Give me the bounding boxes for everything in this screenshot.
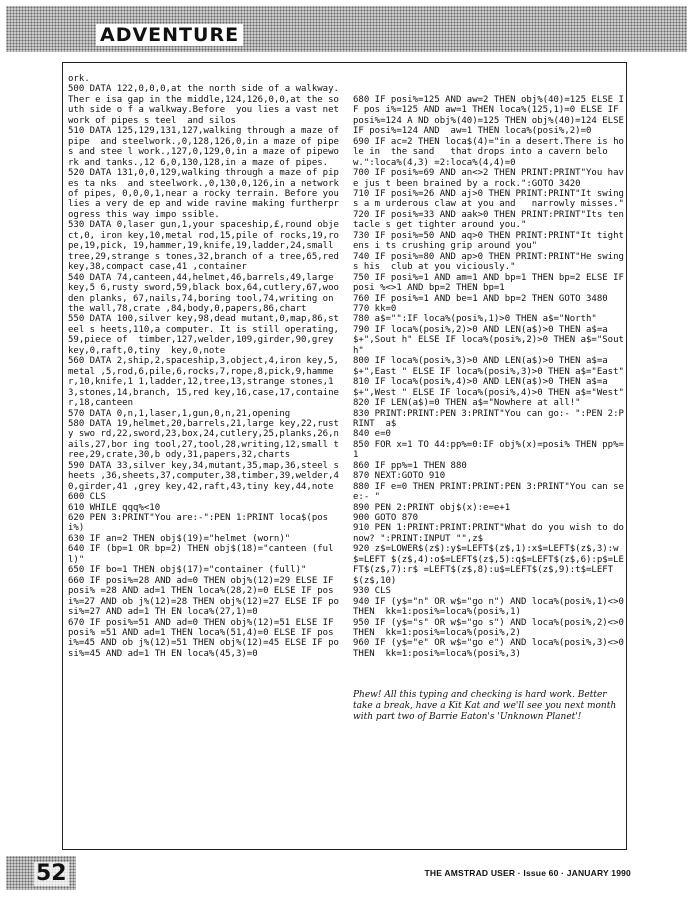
- code-line: 610 WHILE qqq%<10: [68, 502, 161, 513]
- code-line: 590 DATA 33,silver key,34,mutant,35,map,36,steel sheets ,36,sheets,37,computer,38,timber,39,welder,40,girder,41 ,grey key,42,raft,43,tiny key,44,note: [68, 460, 339, 492]
- code-line: 540 DATA 74,canteen,44,helmet,46,barrels,49,large key,5 6,rusty sword,59,black box,64,cutlery,67,wooden planks, 67,nails,74,boring tool,74,writing on the wall,78,crate ,84,body,0,papers,86,chart: [68, 272, 339, 314]
- closing-note: Phew! All this typing and checking is hard work. Better take a break, have a Kit Kat and we'll see you next month with part two of Barrie Eaton's 'Unknown Planet'!: [353, 690, 617, 723]
- page-number: 52: [36, 861, 67, 886]
- code-line: 550 DATA 100,silver key,98,dead mutant,0,map,86,steel s heets,110,a computer. It is still operating,59,piece of timber,127,welder,109,girder,90,grey key,0,raft,0,tiny key,0,note: [68, 314, 339, 356]
- code-line: 920 z$=LOWER$(z$):y$=LEFT$(z$,1):x$=LEFT$(z$,3):w$=LEFT $(z$,4):o$=LEFT$(z$,5):q$=LEFT$(z$,6):p$=LEFT$(z$,7):r$ =LEFT$(z$,8):u$=LEFT$(z$,9):t$=LEFT$(z$,10): [353, 544, 624, 586]
- code-line: 520 DATA 131,0,0,129,walking through a maze of pipes ta nks and steelwork.,0,130,0,126,in a network of pipes, 0,0,0,1,near a rocky terrain. Before you lies a very de ep and wide ravine making furtherprogress this way impo ssible.: [68, 168, 345, 220]
- code-line: 630 IF an=2 THEN obj$(19)="helmet (worn)": [68, 533, 291, 544]
- code-line: 820 IF LEN(a$)=0 THEN a$="Nowhere at all!": [353, 398, 581, 409]
- code-line: 560 DATA 2,ship,2,spaceship,3,object,4,iron key,5,metal ,5,rod,6,pile,6,rocks,7,rope,8,pick,9,hammer,10,knife,1 1,ladder,12,tree,13,strange stones,13,stones,14,branch, 15,red key,16,case,17,container,18,canteen: [68, 356, 339, 409]
- publication-footer: THE AMSTRAD USER · Issue 60 · JANUARY 1990: [424, 868, 631, 878]
- section-title: ADVENTURE: [96, 24, 243, 46]
- code-line: 930 CLS: [353, 586, 391, 597]
- code-line: ork.: [68, 74, 90, 84]
- code-line: 700 IF posi%=69 AND an<>2 THEN PRINT:PRINT"You have jus t been brained by a rock.":GOTO 3420: [353, 168, 624, 189]
- code-line: 710 IF posi%=26 AND aj>0 THEN PRINT:PRINT"It swings a m urderous claw at you and narrowly misses.": [353, 188, 624, 210]
- code-line: 600 CLS: [68, 492, 106, 503]
- code-line: 680 IF posi%=125 AND aw=2 THEN obj%(40)=125 ELSE IF pos i%=125 AND aw=1 THEN loca%(125,1)=0 ELSE IF posi%=124 A ND obj%(40)=125 THEN obj%(40)=124 ELSE IF posi%=124 AND aw=1 THEN loca%(posi%,2)=0: [353, 94, 630, 137]
- code-line: 580 DATA 19,helmet,20,barrels,21,large key,22,rusty swo rd,22,sword,23,box,24,cutlery,25,planks,26,nails,27,bor ing tool,27,tool,28,writing,12,small tree,29,crate,30,b ody,31,papers,32,charts: [68, 418, 339, 461]
- code-line: 510 DATA 125,129,131,127,walking through a maze of pipe and steelwork.,0,128,126,0,in a maze of pipes and stee l work.,127,0,129,0,in a maze of pipework and tanks.,12 6,0,130,128,in a maze of pipes.: [68, 126, 345, 168]
- code-line: 740 IF posi%=80 AND ap>0 THEN PRINT:PRINT"He swings his club at you viciously.": [353, 251, 624, 273]
- code-line: 760 IF posi%=1 AND be=1 AND bp=2 THEN GOTO 3480: [353, 293, 608, 304]
- code-line: 690 IF ac=2 THEN loca$(4)="in a desert.There is hole in the sand that drops into a cavern below.":loca%(4,3) =2:loca%(4,4)=0: [353, 136, 624, 168]
- section-banner: [6, 6, 687, 52]
- code-line: 960 IF (y$="e" OR w$="go e") AND loca%(posi%,3)<>0 THEN kk=1:posi%=loca%(posi%,3): [353, 638, 630, 659]
- code-line: 640 IF (bp=1 OR bp=2) THEN obj$(18)="canteen (full)": [68, 544, 334, 565]
- code-line: 800 IF loca%(posi%,3)>0 AND LEN(a$)>0 THEN a$=a$+",East " ELSE IF loca%(posi%,3)>0 THEN a$="East": [353, 356, 624, 377]
- code-line: 790 IF loca%(posi%,2)>0 AND LEN(a$)>0 THEN a$=a$+",Sout h" ELSE IF loca%(posi%,2)>0 THEN a$="South": [353, 324, 624, 356]
- code-line: 660 IF posi%=28 AND ad=0 THEN obj%(12)=29 ELSE IF posi% =28 AND ad=1 THEN loca%(28,2)=0 ELSE IF posi%=27 AND ob j%(12)=28 THEN obj%(12)=27 ELSE IF posi%=27 AND ad=1 TH EN loca%(27,1)=0: [68, 575, 339, 618]
- code-line: 720 IF posi%=33 AND aak>0 THEN PRINT:PRINT"Its tentacle s get tighter around you.": [353, 209, 624, 231]
- code-line: 910 PEN 1:PRINT:PRINT:PRINT"What do you wish to do now? ":PRINT:INPUT "",z$: [353, 523, 630, 544]
- code-line: 840 e=0: [353, 429, 391, 440]
- code-line: 810 IF loca%(posi%,4)>0 AND LEN(a$)>0 THEN a$=a$+",West " ELSE IF loca%(posi%,4)>0 THEN a$="West": [353, 377, 624, 398]
- code-line: 620 PEN 3:PRINT"You are:-":PEN 1:PRINT loca$(posi%): [68, 513, 329, 534]
- code-line: 900 GOTO 870: [353, 513, 419, 524]
- listing-column-right: [353, 74, 629, 734]
- code-line: 750 IF posi%=1 AND am=1 AND bp=1 THEN bp=2 ELSE IF posi %<>1 AND bp=2 THEN bp=1: [353, 272, 630, 294]
- code-line: 880 IF e=0 THEN PRINT:PRINT:PEN 3:PRINT"You can see:- ": [353, 481, 624, 503]
- listing-column-left: [68, 74, 344, 659]
- code-line: 570 DATA 0,n,1,laser,1,gun,0,n,21,opening: [68, 408, 291, 419]
- code-line: 950 IF (y$="s" OR w$="go s") AND loca%(posi%,2)<>0 THEN kk=1:posi%=loca%(posi%,2): [353, 617, 630, 639]
- code-line: 500 DATA 122,0,0,0,at the north side of a walkway. Ther e isa gap in the middle,124,126,0,0,at the south side o f a walkway.Before you lies a vast network of pipes s teel and silos: [68, 84, 345, 126]
- code-line: 850 FOR x=1 TO 44:pp%=0:IF obj%(x)=posi% THEN pp%=1: [353, 439, 624, 461]
- code-line: 670 IF posi%=51 AND ad=0 THEN obj%(12)=51 ELSE IF posi% =51 AND ad=1 THEN loca%(51,4)=0 ELSE IF posi%=45 AND ob j%(12)=51 THEN obj%(12)=45 ELSE IF posi%=45 AND ad=1 TH EN loca%(45,3)=0: [68, 617, 339, 659]
- code-line: 860 IF pp%=1 THEN 880: [353, 460, 467, 471]
- code-line: 940 IF (y$="n" OR w$="go n") AND loca%(posi%,1)<>0 THEN kk=1:posi%=loca%(posi%,1): [353, 596, 630, 618]
- code-line: 730 IF posi%=50 AND aq>0 THEN PRINT:PRINT"It tightens i ts crushing grip around you": [353, 230, 624, 252]
- code-line: 530 DATA 0,laser gun,1,your spaceship,£,round object,0, iron key,10,metal rod,15,pile of rocks,19,rope,19,pick, 19,hammer,19,knife,19,ladder,24,small tree,29,strange s tones,32,branch of a tree,65,red key,38,compact case,41 ,container: [68, 220, 345, 273]
- code-line: 770 kk=0: [353, 303, 397, 314]
- code-line: 870 NEXT:GOTO 910: [353, 471, 446, 482]
- code-line: 830 PRINT:PRINT:PEN 3:PRINT"You can go:- ":PEN 2:PRINT a$: [353, 408, 624, 429]
- code-line: 650 IF bo=1 THEN obj$(17)="container (full)": [68, 565, 307, 576]
- code-line: 890 PEN 2:PRINT obj$(x):e=e+1: [353, 502, 511, 513]
- code-line: 780 a$="":IF loca%(posi%,1)>0 THEN a$="North": [353, 314, 597, 325]
